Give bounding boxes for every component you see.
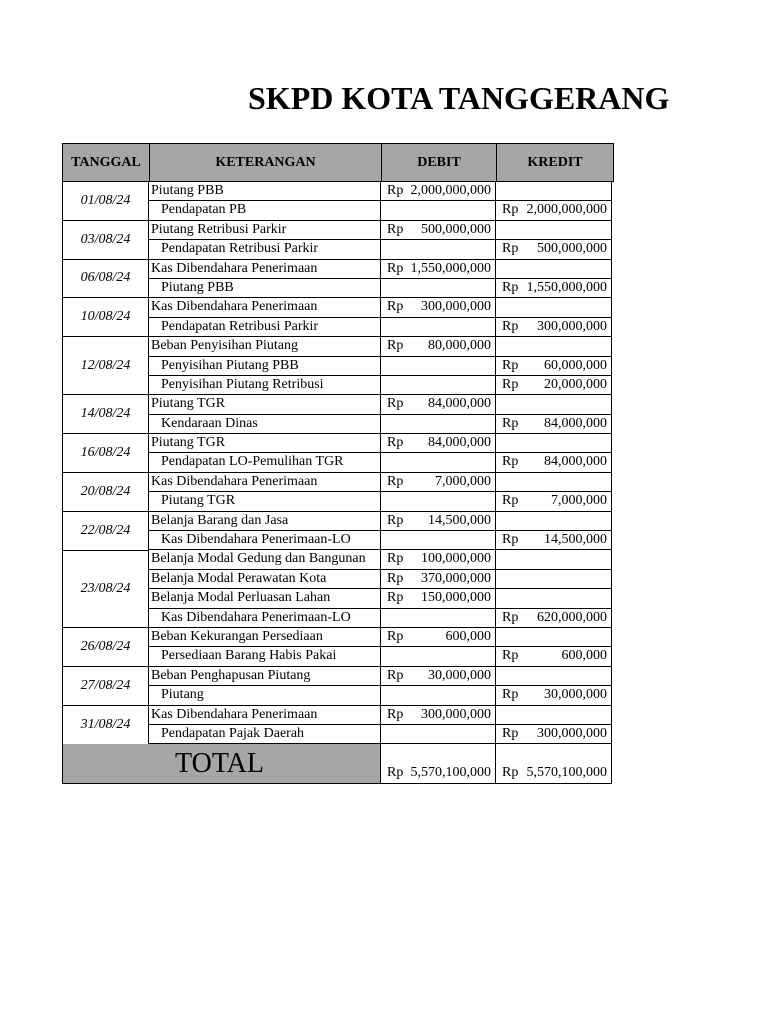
description-cell: Pendapatan PB [149,201,381,220]
currency-label: Rp [502,318,519,334]
currency-label: Rp [502,725,519,741]
currency-label: Rp [502,357,519,373]
credit-cell [496,725,612,744]
description-cell: Belanja Modal Perawatan Kota [149,570,381,589]
debit-value: 7,000,000 [435,473,491,489]
currency-label: Rp [387,628,404,644]
credit-cell [496,337,612,356]
currency-label: Rp [502,241,519,257]
debit-cell [381,434,496,453]
description-cell: Penyisihan Piutang PBB [149,357,381,376]
description-cell: Pendapatan Retribusi Parkir [149,240,381,259]
debit-cell [381,667,496,686]
debit-value: 300,000,000 [421,299,491,315]
description-cell: Belanja Modal Perluasan Lahan [149,589,381,608]
currency-label: Rp [387,299,404,315]
description-cell: Pendapatan LO-Pemulihan TGR [149,453,381,472]
date-cell: 14/08/24 [62,395,149,434]
credit-value: 84,000,000 [544,415,607,431]
credit-value: 30,000,000 [544,687,607,703]
credit-cell [496,434,612,453]
currency-label: Rp [387,396,404,412]
currency-label: Rp [502,279,519,295]
debit-cell [381,337,496,356]
description-cell: Belanja Barang dan Jasa [149,512,381,531]
description-cell: Pendapatan Pajak Daerah [149,725,381,744]
debit-value: 300,000,000 [421,706,491,722]
credit-cell [496,201,612,220]
credit-cell [496,221,612,240]
debit-cell [381,706,496,725]
total-label: TOTAL [62,744,381,784]
currency-label: Rp [502,415,519,431]
description-cell: Penyisihan Piutang Retribusi [149,376,381,395]
description-cell: Beban Penghapusan Piutang [149,667,381,686]
description-cell: Piutang PBB [149,279,381,298]
debit-value: 500,000,000 [421,221,491,237]
credit-value: 7,000,000 [551,493,607,509]
credit-value: 1,550,000,000 [526,279,607,295]
credit-cell [496,182,612,201]
debit-cell [381,647,496,666]
description-cell: Piutang TGR [149,395,381,414]
currency-label: Rp [502,454,519,470]
date-cell: 10/08/24 [62,298,149,337]
debit-value: 370,000,000 [421,570,491,586]
date-cell: 22/08/24 [62,512,149,551]
header-credit: KREDIT [527,154,583,170]
debit-cell [381,686,496,705]
currency-label: Rp [387,473,404,489]
journal-table-body [62,182,612,744]
description-cell: Kas Dibendahara Penerimaan [149,473,381,492]
currency-label: Rp [502,493,519,509]
credit-cell [496,453,612,472]
debit-cell [381,201,496,220]
description-cell: Pendapatan Retribusi Parkir [149,318,381,337]
credit-cell [496,609,612,628]
debit-cell [381,628,496,647]
currency-label: Rp [502,609,519,625]
currency-label: Rp [387,338,404,354]
credit-value: 500,000,000 [537,241,607,257]
credit-cell [496,512,612,531]
debit-value: 100,000,000 [421,551,491,567]
currency-label: Rp [502,202,519,218]
debit-value: 84,000,000 [428,396,491,412]
credit-value: 14,500,000 [544,532,607,548]
debit-value: 84,000,000 [428,435,491,451]
date-cell: 20/08/24 [62,473,149,512]
currency-label: Rp [502,376,519,392]
description-cell: Piutang [149,686,381,705]
credit-value: 300,000,000 [537,725,607,741]
credit-value: 300,000,000 [537,318,607,334]
credit-cell [496,376,612,395]
page-title: SKPD KOTA TANGGERANG [248,80,670,116]
debit-cell [381,531,496,550]
description-cell: Kendaraan Dinas [149,415,381,434]
date-cell: 23/08/24 [62,551,149,629]
description-cell: Kas Dibendahara Penerimaan [149,260,381,279]
currency-label: Rp [387,512,404,528]
debit-cell [381,512,496,531]
debit-cell [381,492,496,511]
credit-cell [496,395,612,414]
currency-label: Rp [387,435,404,451]
date-cell: 26/08/24 [62,628,149,667]
header-date: TANGGAL [63,144,150,181]
description-cell: Piutang TGR [149,434,381,453]
debit-value: 1,550,000,000 [410,260,491,276]
description-cell: Beban Kekurangan Persediaan [149,628,381,647]
credit-cell [496,357,612,376]
debit-value: 2,000,000,000 [410,183,491,198]
credit-value: 2,000,000,000 [526,202,607,218]
credit-value: 620,000,000 [537,609,607,625]
description-cell: Belanja Modal Gedung dan Bangunan [149,550,381,569]
credit-cell [496,550,612,569]
debit-cell [381,395,496,414]
description-cell: Piutang TGR [149,492,381,511]
debit-cell [381,570,496,589]
total-debit-value: 5,570,100,000 [410,765,491,780]
table-header [62,143,614,182]
debit-cell [381,260,496,279]
currency-label: Rp [387,570,404,586]
debit-cell [381,473,496,492]
description-cell: Piutang Retribusi Parkir [149,221,381,240]
currency-label: Rp [387,590,404,606]
date-cell: 31/08/24 [62,706,149,745]
debit-value: 80,000,000 [428,338,491,354]
date-cell: 27/08/24 [62,667,149,706]
debit-value: 150,000,000 [421,590,491,606]
debit-cell [381,298,496,317]
credit-cell [496,686,612,705]
credit-value: 600,000 [561,648,607,664]
debit-cell [381,240,496,259]
credit-cell [496,279,612,298]
date-cell: 16/08/24 [62,434,149,473]
debit-cell [381,550,496,569]
description-cell: Piutang PBB [149,182,381,201]
credit-cell [496,647,612,666]
description-cell: Kas Dibendahara Penerimaan [149,706,381,725]
credit-value: 60,000,000 [544,357,607,373]
credit-cell [496,667,612,686]
description-cell: Kas Dibendahara Penerimaan [149,298,381,317]
credit-cell [496,260,612,279]
debit-cell [381,279,496,298]
credit-cell [496,473,612,492]
total-credit-value: 5,570,100,000 [526,765,607,780]
description-cell: Kas Dibendahara Penerimaan-LO [149,531,381,550]
credit-cell [496,298,612,317]
credit-cell [496,589,612,608]
credit-value: 84,000,000 [544,454,607,470]
currency-label: Rp [502,765,519,780]
credit-cell [496,318,612,337]
debit-cell [381,453,496,472]
credit-cell [496,706,612,725]
total-credit [496,744,612,784]
debit-value: 14,500,000 [428,512,491,528]
currency-label: Rp [387,706,404,722]
currency-label: Rp [387,551,404,567]
debit-cell [381,357,496,376]
currency-label: Rp [502,532,519,548]
credit-cell [496,492,612,511]
debit-cell [381,609,496,628]
total-debit [381,744,496,784]
currency-label: Rp [387,667,404,683]
description-cell: Persediaan Barang Habis Pakai [149,647,381,666]
currency-label: Rp [502,648,519,664]
total-row [62,744,612,784]
description-cell: Beban Penyisihan Piutang [149,337,381,356]
currency-label: Rp [387,221,404,237]
date-cell: 12/08/24 [62,337,149,395]
credit-cell [496,415,612,434]
currency-label: Rp [387,765,404,780]
debit-cell [381,415,496,434]
date-cell: 03/08/24 [62,221,149,260]
credit-value: 20,000,000 [544,376,607,392]
debit-cell [381,376,496,395]
date-cell: 06/08/24 [62,260,149,299]
currency-label: Rp [502,687,519,703]
debit-cell [381,589,496,608]
debit-value: 600,000 [445,628,491,644]
debit-cell [381,221,496,240]
header-debit: DEBIT [382,144,497,181]
date-cell: 01/08/24 [62,182,149,221]
credit-cell [496,531,612,550]
header-description: KETERANGAN [150,144,382,181]
description-cell: Kas Dibendahara Penerimaan-LO [149,609,381,628]
credit-cell [496,628,612,647]
debit-cell [381,725,496,744]
currency-label: Rp [387,260,404,276]
debit-cell [381,318,496,337]
currency-label: Rp [387,183,404,198]
debit-value: 30,000,000 [428,667,491,683]
credit-cell [496,570,612,589]
credit-cell [496,240,612,259]
debit-cell [381,182,496,201]
